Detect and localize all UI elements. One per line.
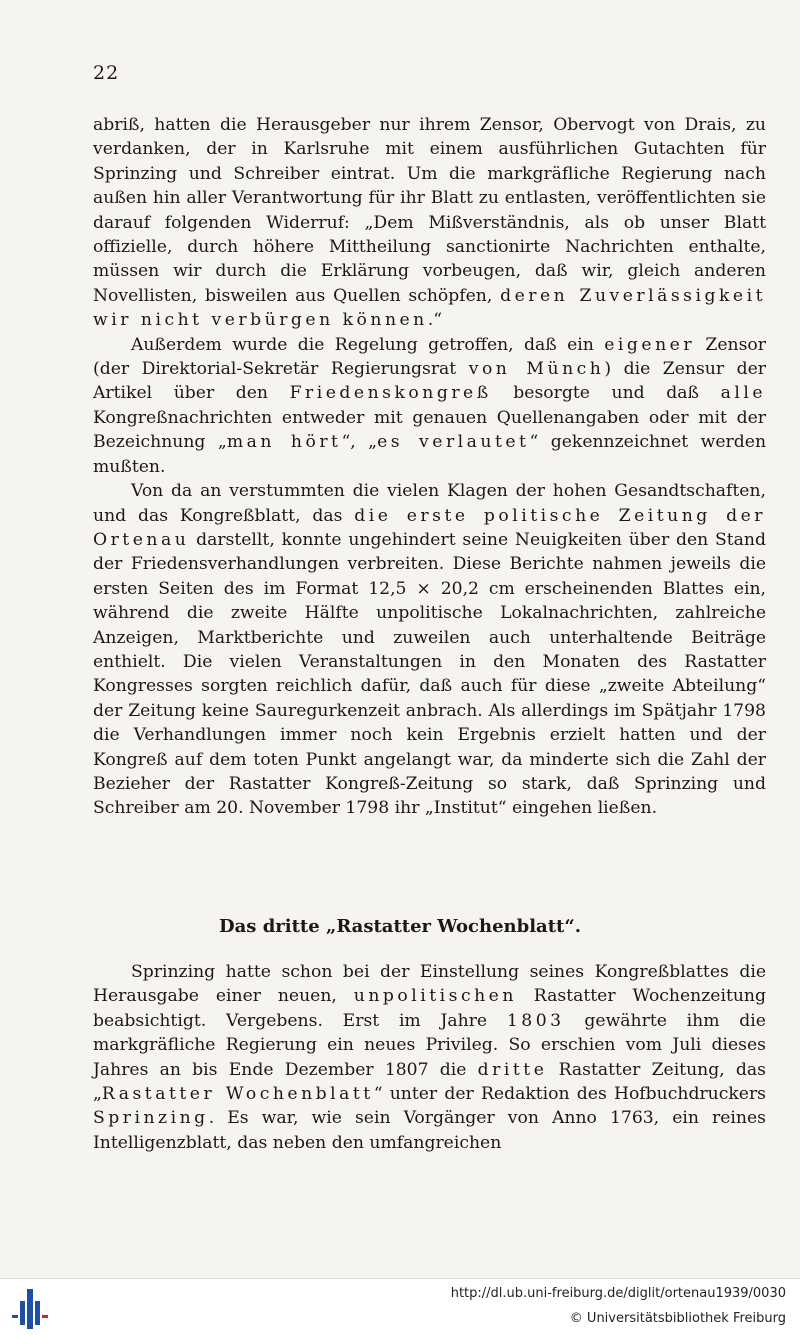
text-run: .“ [427,310,443,331]
text-run: abriß, hatten die Herausgeber nur ihrem Zensor, Obervogt von Drais, zu verdanken, der in Karlsruhe mit einem ausführlichen Gutachten für Sprinzing und Schreiber eintrat. Um die markgräfliche Regierung nach außen hin aller Verantwortung für ihr Blatt zu entlasten, veröffentlichten sie darauf folgenden Widerruf: „Dem Mißverständnis, als ob unser Blatt offizielle, durch höhere Mittheilung sanctionirte Nachrichten enthalte, müssen wir durch die Erklärung vorbeugen, daß wir, gleich anderen Novellisten, bisweilen aus Quellen schöpfen, [93,115,766,306]
emphasized-text: deren Zuverlässigkeit wir nicht verbürgen können [93,285,766,331]
text-run: Kongreßnachrichten entweder mit genauen Quellenangaben oder mit der Bezeichnung „ [93,407,766,453]
body-text-section-1 [93,113,766,821]
text-run: Von da an verstummten die vielen Klagen der hohen Gesandtschaften, und das Kongreßblatt, das [93,481,766,526]
emphasized-text: alle [720,383,766,404]
body-text-section-2 [93,960,766,1155]
emphasized-text: Rastatter Wochenblatt [101,1084,374,1105]
text-run: Sprinzing hatte schon bei der Einstellung seines Kongreßblattes die Herausgabe einer neuen, [93,962,766,1007]
emphasized-text: Friedenskongreß [289,383,492,404]
emphasized-text: 1803 [506,1010,565,1031]
text-run: Rastatter Zeitung, das „ [93,1059,766,1105]
text-run: Außerdem wurde die Regelung getroffen, daß ein [131,334,605,355]
emphasized-text: die erste politische Zeitung der Ortenau [93,505,766,550]
viewer-footer [0,1278,800,1337]
ub-freiburg-logo-icon[interactable] [8,1287,52,1331]
emphasized-text: eigener [604,334,696,355]
text-run: “ unter der Redaktion des Hofbuchdruckers [373,1084,766,1105]
text-run: gewährte ihm die markgräfliche Regierung ein neues Privileg. So erschien vom Juli dieses Jahres an bis Ende Dezember 1807 die [93,1010,766,1080]
text-run: “, „ [341,432,378,453]
copyright-notice: © Universitätsbibliothek Freiburg [569,1311,786,1326]
text-run: besorgte und daß [491,383,721,404]
emphasized-text: von Münch [468,359,605,380]
page-number: 22 [93,62,120,84]
paragraph [93,113,766,333]
text-run: darstellt, konnte ungehindert seine Neuigkeiten über den Stand der Friedensverhandlungen verbreiten. Diese Berichte nahmen jeweils die ersten Seiten des im Format 12,5 × 20,2 cm erscheinenden Blattes ein, während die zweite Hälfte unpolitische Lokalnachrichten, zahlreiche Anzeigen, Marktberichte und zuweilen auch unterhaltende Beiträge enthielt. Die vielen Veranstaltungen in den Monaten des Rastatter Kongresses sorgten reichlich dafür, daß auch für diese „zweite Abteilung“ der Zeitung keine Sauregurkenzeit anbrach. Als allerdings im Spätjahr 1798 die Verhandlungen immer noch kein Ergebnis erzielt hatten und der Kongreß auf dem toten Punkt angelangt war, da minderte sich die Zahl der Bezieher der Rastatter Kongreß-Zeitung so stark, daß Sprinzing und Schreiber am 20. November 1798 ihr „Institut“ eingehen ließen. [93,529,766,819]
emphasized-text: unpolitischen [353,986,517,1007]
emphasized-text: man hört [226,432,342,453]
text-run: . Es war, wie sein Vorgänger von Anno 1763, ein reines Intelligenzblatt, das neben den umfangreichen [93,1108,766,1153]
paragraph [93,479,766,821]
text-run: Rastatter Wochenzeitung beabsichtigt. Vergebens. Erst im Jahre [93,986,766,1031]
paragraph [93,333,766,479]
section-heading: Das dritte „Rastatter Wochenblatt“. [219,916,581,937]
text-run: ) die Zensur der Artikel über den [93,359,766,404]
emphasized-text: Sprinzing [93,1108,209,1129]
emphasized-text: dritte [477,1059,548,1080]
paragraph [93,960,766,1155]
text-run: “ gekennzeichnet werden mußten. [93,432,767,477]
emphasized-text: es verlautet [377,432,530,453]
text-run: Zensor (der Direktorial-Sekretär Regierungsrat [93,334,766,380]
permalink-url[interactable]: http://dl.ub.uni-freiburg.de/diglit/ortenau1939/0030 [450,1286,786,1301]
